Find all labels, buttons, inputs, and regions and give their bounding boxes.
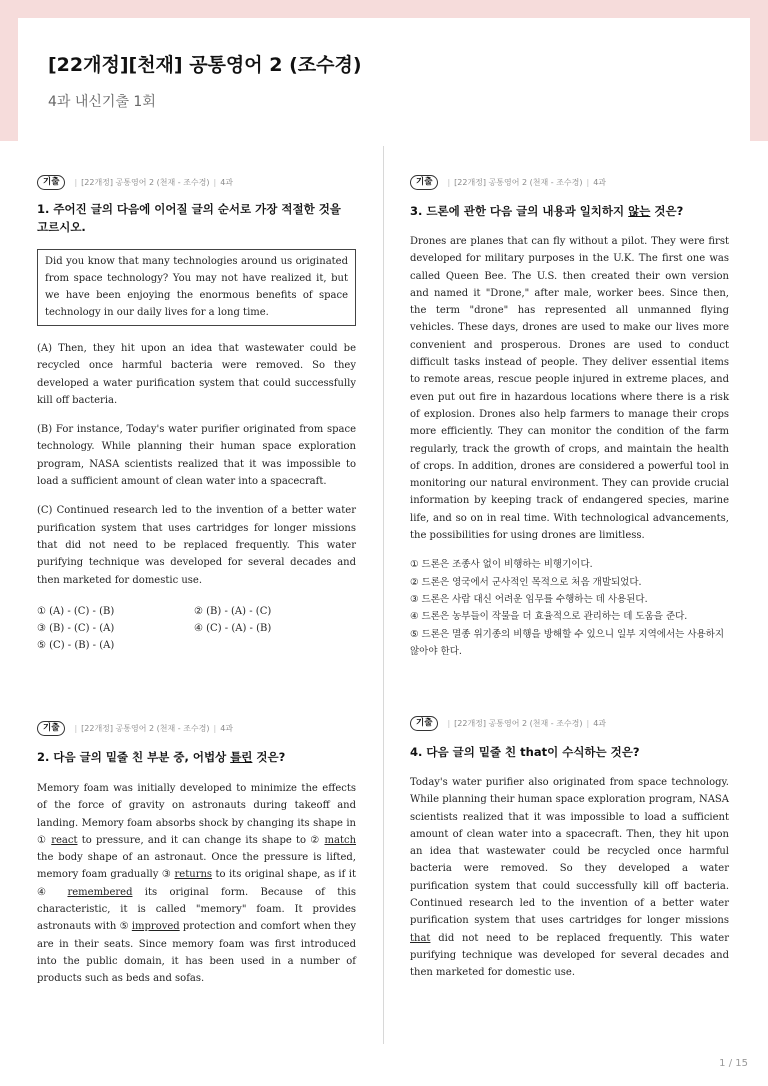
question-3-meta	[410, 174, 729, 190]
choice-3[interactable]: ③ (B) - (C) - (A)	[37, 622, 115, 634]
passage-text: to its original shape, as if it	[212, 869, 356, 881]
meta-separator: |	[74, 723, 78, 733]
question-4-meta	[410, 715, 729, 731]
question-2	[37, 720, 356, 988]
meta-separator: |	[213, 723, 217, 733]
paragraph-b: (B) For instance, Today's water purifier originated from space technology. While planning their human space exploration program, NASA scientists realized that it was impossible to load a sufficient amount of clean water into a spacecraft.	[37, 424, 356, 488]
underlined-that: that	[410, 932, 431, 944]
source-label: [22개정] 공통영어 2 (천재 - 조수경)	[81, 177, 210, 187]
exam-tag: 기출	[410, 175, 438, 190]
passage-text: Memory foam was initially developed to minimize the effects of the force of gravity on astronauts during takeoff and landing. Memory foam absorbs shock by changing its shape in	[37, 783, 356, 829]
question-4-passage	[410, 774, 729, 982]
document-title: [22개정][천재] 공통영어 2 (조수경)	[48, 54, 362, 76]
chapter-label: 4과	[220, 177, 234, 187]
document-subtitle: 4과 내신기출 1회	[48, 94, 156, 110]
choice-4[interactable]: ④ (C) - (A) - (B)	[194, 622, 272, 634]
marker-3: ③	[161, 869, 172, 881]
title-text: 것은?	[650, 204, 684, 218]
passage-text: the body shape of an astronaut. Once the pressure is lifted, memory foam gradually	[37, 852, 356, 881]
exam-tag: 기출	[37, 175, 65, 190]
title-text: 3. 드론에 관한 다음 글의 내용과 일치하지	[410, 204, 629, 218]
passage-text: did not need to be replaced frequently. This water purifying technique was developed for several decades and then marketed for domestic use.	[410, 932, 729, 979]
question-2-passage	[37, 780, 356, 988]
paragraph-c: (C) Continued research led to the invention of a better water purification system that uses cartridges for longer missions that did not need to be replaced frequently. This water purifying technique was developed for several decades and then marketed for domestic use.	[37, 505, 356, 586]
column-divider	[383, 146, 384, 1044]
question-4	[410, 715, 729, 982]
marker-2: ②	[310, 834, 321, 846]
question-1-choices	[37, 603, 356, 654]
meta-separator: |	[586, 177, 590, 187]
chapter-label: 4과	[593, 177, 607, 187]
source-label: [22개정] 공통영어 2 (천재 - 조수경)	[454, 718, 583, 728]
title-underlined-word: 않는	[628, 204, 651, 218]
choice-3[interactable]: ③ 드론은 사람 대신 어려운 임무를 수행하는 데 사용된다.	[410, 593, 648, 605]
choice-2[interactable]: ② 드론은 영국에서 군사적인 목적으로 처음 개발되었다.	[410, 576, 642, 588]
underlined-improved: improved	[131, 921, 180, 933]
choice-2[interactable]: ② (B) - (A) - (C)	[194, 605, 272, 617]
source-label: [22개정] 공통영어 2 (천재 - 조수경)	[81, 723, 210, 733]
marker-5: ⑤	[119, 921, 129, 933]
question-2-meta	[37, 720, 356, 736]
choice-5[interactable]: ⑤ (C) - (B) - (A)	[37, 639, 115, 651]
chapter-label: 4과	[593, 718, 607, 728]
marker-4: ④	[37, 886, 56, 898]
exam-tag: 기출	[410, 716, 438, 731]
passage-text: Today's water purifier also originated from space technology. While planning their human space exploration program, NASA scientists realized that it was impossible to load a sufficient amount of clean water into a spacecraft. Then, they hit upon an idea that wastewater could be recycled once harmful bacteria were removed. So they developed a water purification system that could successfully kill off bacteria. Continued research led to the invention of a better water purification system that uses cartridges for longer missions	[410, 777, 729, 927]
exam-tag: 기출	[37, 721, 65, 736]
meta-separator: |	[447, 718, 451, 728]
title-text: 것은?	[252, 750, 286, 764]
meta-separator: |	[586, 718, 590, 728]
question-4-title: 4. 다음 글의 밑줄 친 that이 수식하는 것은?	[410, 745, 640, 759]
passage-text: its original form. Because of this characteristic, it is called "memory" foam. It provides astronauts with	[37, 886, 356, 933]
choice-5[interactable]: ⑤ 드론은 멸종 위기종의 비행을 방해할 수 있으니 일부 지역에서는 사용하지 않아야 한다.	[410, 628, 725, 657]
meta-separator: |	[74, 177, 78, 187]
meta-separator: |	[447, 177, 451, 187]
passage-text: protection and comfort when they are in their seats. Since memory foam was first introduced into the public domain, it has been used in a number of products such as beds and sofas.	[37, 921, 357, 985]
source-label: [22개정] 공통영어 2 (천재 - 조수경)	[454, 177, 583, 187]
chapter-label: 4과	[220, 723, 234, 733]
page-number: 1 / 15	[719, 1058, 748, 1069]
choice-1[interactable]: ① 드론은 조종사 없이 비행하는 비행기이다.	[410, 559, 593, 571]
question-2-title	[37, 748, 356, 766]
passage-text: to pressure, and it can change its shape to	[77, 834, 311, 846]
underlined-match: match	[324, 834, 357, 846]
underlined-returns: returns	[174, 869, 213, 881]
title-underlined-word: 틀린	[230, 750, 253, 764]
question-3-passage: Drones are planes that can fly without a pilot. They were first developed for military purposes in the U.K. The first one was called Queen Bee. The U.S. then created their own version and named it "Drone," after male, worker bees. Since then, the term "drone" has represented all unmanned flying vehicles. These days, drones are used to make our lives more convenient and prosperous. Drones are used to conduct difficult tasks instead of people. They deliver essential items to remote areas, rescue people injured in extreme places, and even put out fire in hazardous locations where there is a risk of explosion. Drones also help farmers to manage their crops more efficiently. They can monitor the condition of the farm regularly, track the growth of crops, and maintain the health of crops. In addition, drones are considered a powerful tool in monitoring our natural environment. They can provide crucial information by keeping track of endangered species, marine life, and so on in real time. With technological advancements, the possibilities for using drones are limitless.	[410, 236, 729, 542]
meta-separator: |	[213, 177, 217, 187]
underlined-remembered: remembered	[67, 886, 133, 898]
question-3-choices	[410, 556, 729, 660]
question-3	[410, 174, 729, 660]
question-1-given-text: Did you know that many technologies around us originated from space technology? You may not have realized it, but we have been enjoying the enormous benefits of space technology in our daily lives for a long time.	[37, 249, 356, 326]
question-3-title	[410, 202, 729, 220]
title-text: 2. 다음 글의 밑줄 친 부분 중, 어법상	[37, 750, 231, 764]
marker-1: ①	[37, 834, 47, 846]
question-1-title: 1. 주어진 글의 다음에 이어질 글의 순서로 가장 적절한 것을 고르시오.	[37, 202, 341, 234]
choice-1[interactable]: ① (A) - (C) - (B)	[37, 605, 115, 617]
question-1-meta	[37, 174, 356, 190]
question-1	[37, 174, 356, 654]
choice-4[interactable]: ④ 드론은 농부들이 작물을 더 효율적으로 관리하는 데 도움을 준다.	[410, 611, 688, 623]
header-card	[18, 18, 750, 141]
paragraph-a: (A) Then, they hit upon an idea that wastewater could be recycled once harmful bacteria were removed. So they developed a water purification system that could successfully kill off bacteria.	[37, 343, 356, 406]
underlined-react: react	[51, 834, 78, 846]
